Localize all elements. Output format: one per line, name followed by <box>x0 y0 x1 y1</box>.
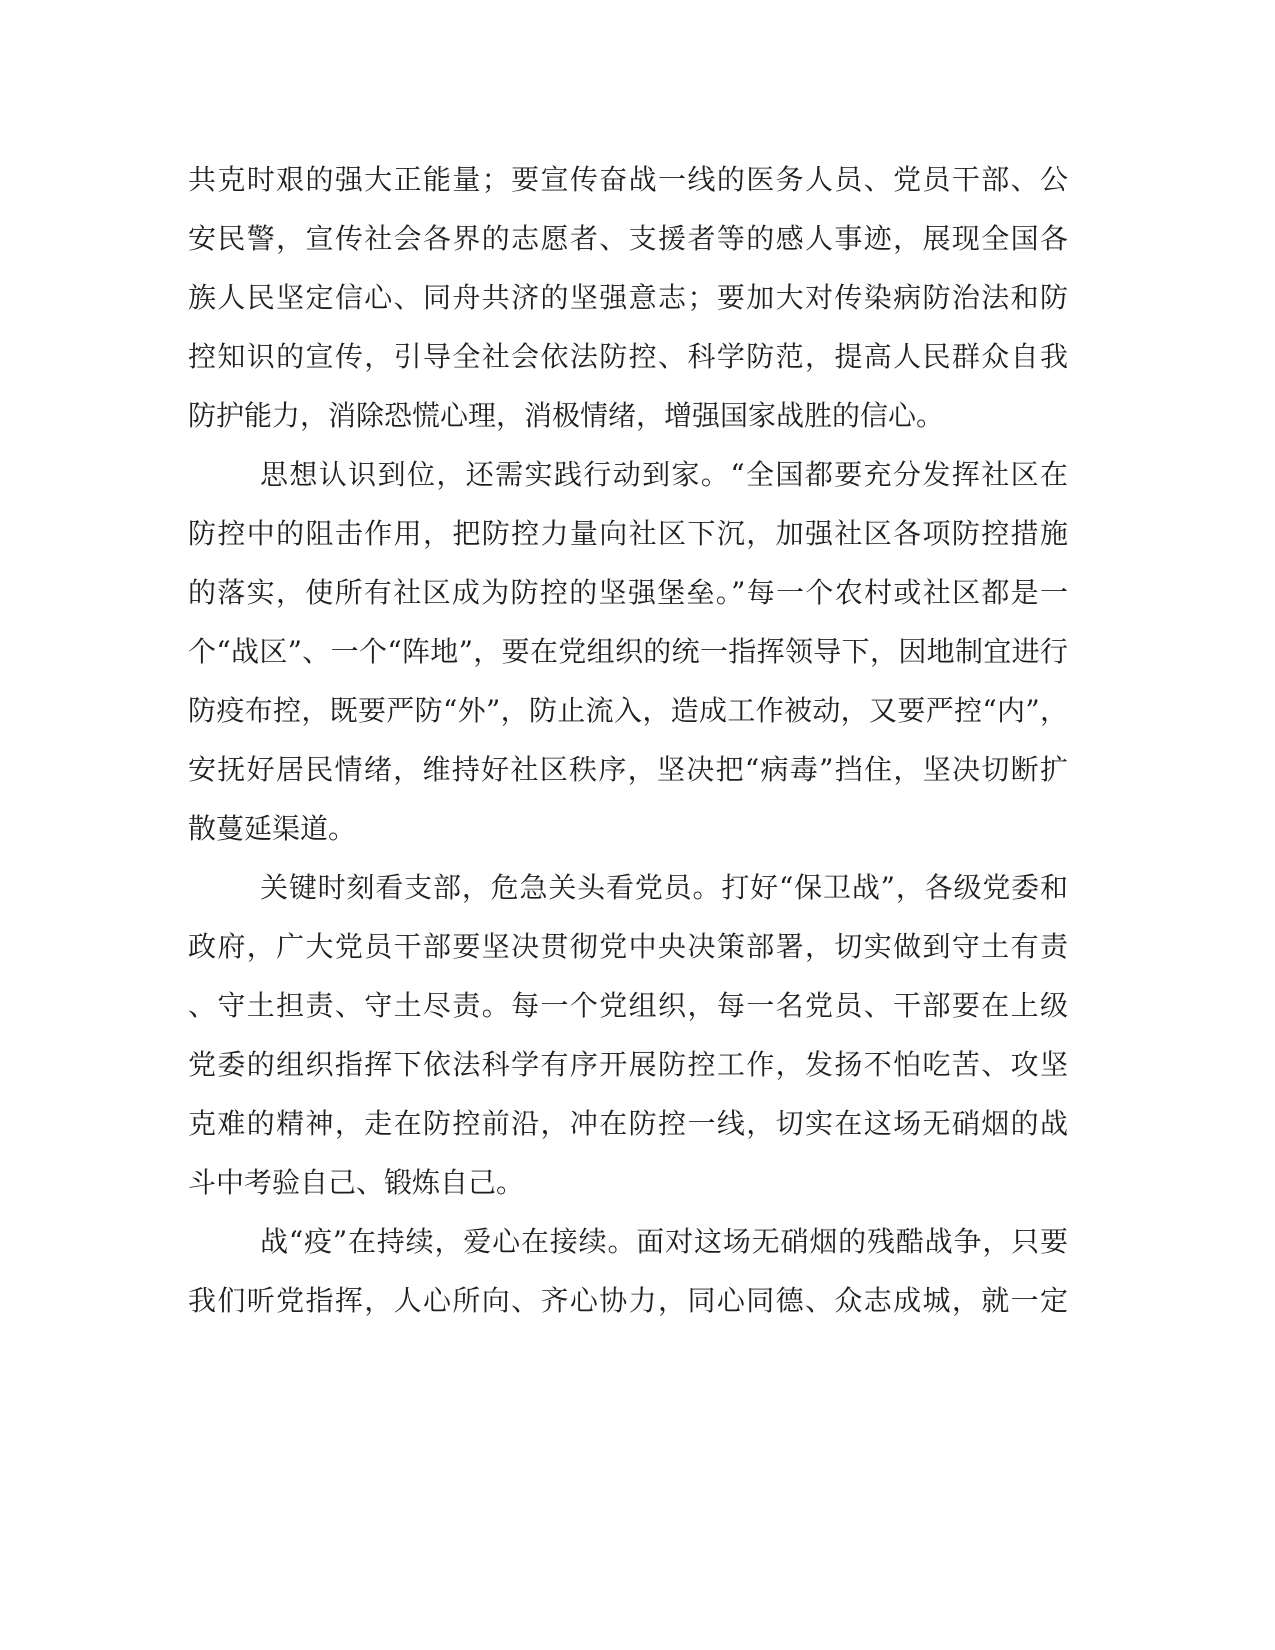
paragraph-3-line-3: 、守土担责、守土尽责。每一个党组织，每一名党员、干部要在上级 <box>188 989 1068 1022</box>
paragraph-3-line-6: 斗中考验自己、锻炼自己。 <box>188 1166 525 1199</box>
paragraph-3-line-4: 党委的组织指挥下依法科学有序开展防控工作，发扬不怕吃苦、攻坚 <box>188 1048 1068 1081</box>
paragraph-1-line-2: 安民警，宣传社会各界的志愿者、支援者等的感人事迹，展现全国各 <box>188 222 1068 255</box>
paragraph-3-line-5: 克难的精神，走在防控前沿，冲在防控一线，切实在这场无硝烟的战 <box>188 1107 1068 1140</box>
paragraph-3-line-1: 关键时刻看支部，危急关头看党员。打好“保卫战”，各级党委和 <box>260 871 1068 904</box>
paragraph-4-line-2: 我们听党指挥，人心所向、齐心协力，同心同德、众志成城，就一定 <box>188 1284 1068 1317</box>
paragraph-2-line-7: 散蔓延渠道。 <box>188 812 357 845</box>
paragraph-3-line-2: 政府，广大党员干部要坚决贯彻党中央决策部署，切实做到守土有责 <box>188 930 1068 963</box>
paragraph-2-line-6: 安抚好居民情绪，维持好社区秩序，坚决把“病毒”挡住，坚决切断扩 <box>188 753 1068 786</box>
paragraph-2-line-1: 思想认识到位，还需实践行动到家。“全国都要充分发挥社区在 <box>260 458 1068 491</box>
paragraph-1-line-5: 防护能力，消除恐慌心理，消极情绪，增强国家战胜的信心。 <box>188 399 945 432</box>
paragraph-2-line-5: 防疫布控，既要严防“外”，防止流入，造成工作被动，又要严控“内”， <box>188 694 1068 727</box>
paragraph-2-line-3: 的落实，使所有社区成为防控的坚强堡垒。”每一个农村或社区都是一 <box>188 576 1068 609</box>
paragraph-2-line-4: 个“战区”、一个“阵地”，要在党组织的统一指挥领导下，因地制宜进行 <box>188 635 1068 668</box>
paragraph-1-line-3: 族人民坚定信心、同舟共济的坚强意志；要加大对传染病防治法和防 <box>188 281 1068 314</box>
paragraph-1-line-1: 共克时艰的强大正能量；要宣传奋战一线的医务人员、党员干部、公 <box>188 163 1068 196</box>
paragraph-1-line-4: 控知识的宣传，引导全社会依法防控、科学防范，提高人民群众自我 <box>188 340 1068 373</box>
paragraph-2-line-2: 防控中的阻击作用，把防控力量向社区下沉，加强社区各项防控措施 <box>188 517 1068 550</box>
paragraph-4-line-1: 战“疫”在持续，爱心在接续。面对这场无硝烟的残酷战争，只要 <box>260 1225 1068 1258</box>
